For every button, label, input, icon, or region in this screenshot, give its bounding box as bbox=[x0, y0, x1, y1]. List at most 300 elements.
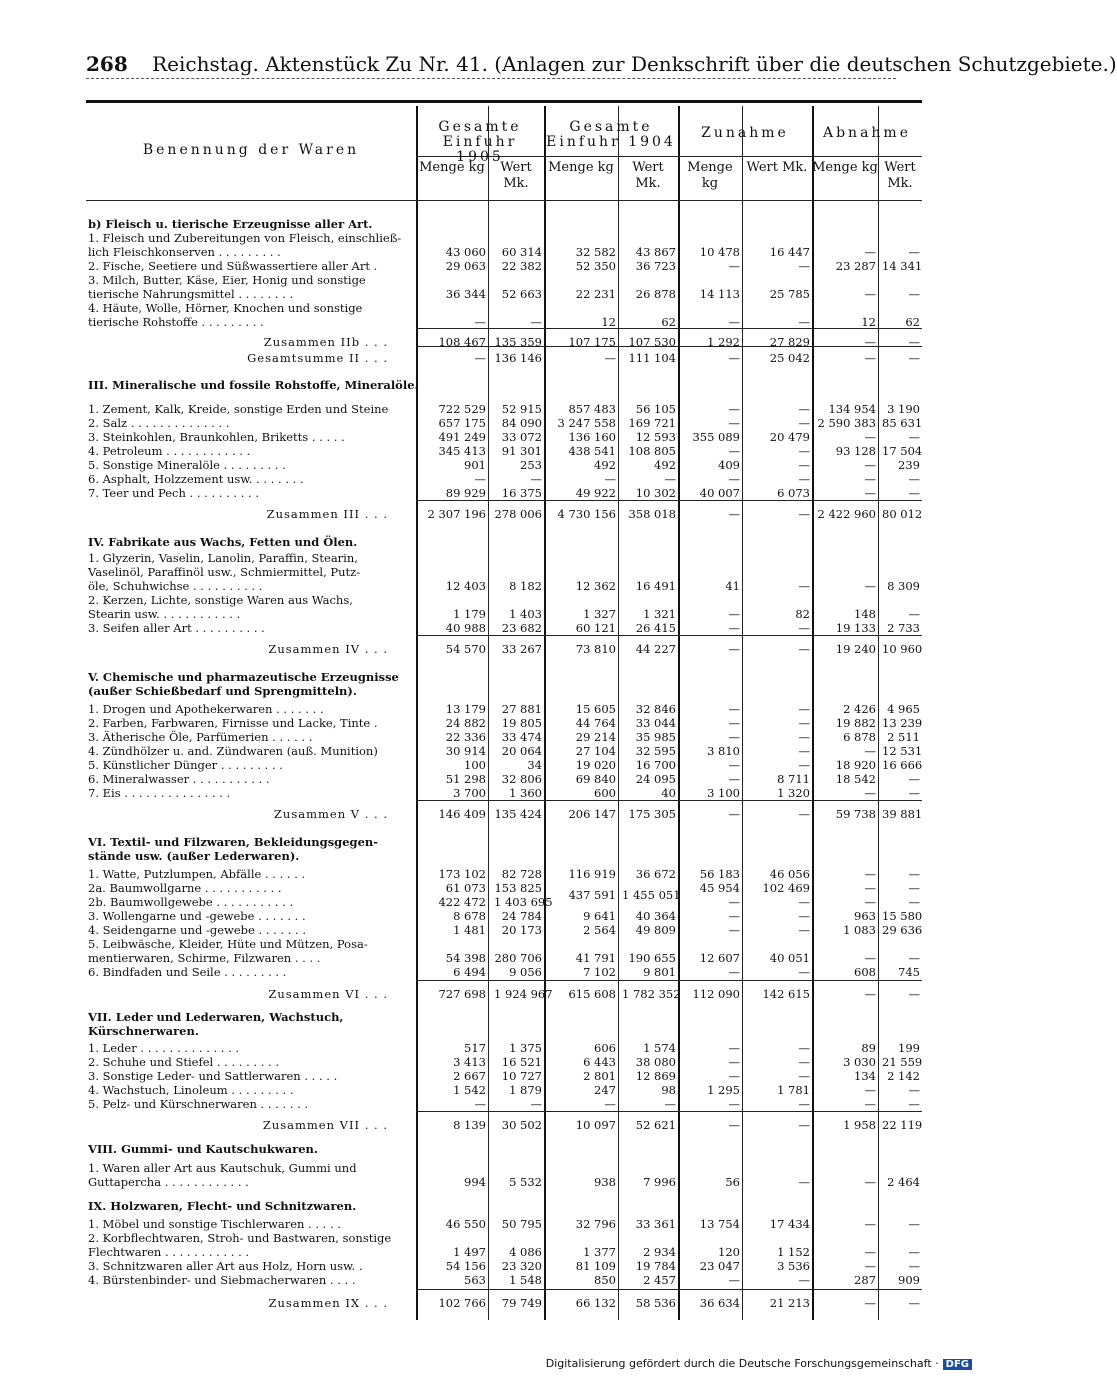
cell-value: — bbox=[908, 1217, 920, 1231]
cell-value: 89 bbox=[861, 1041, 876, 1055]
import-table bbox=[86, 100, 922, 1320]
cell-value: 1 497 bbox=[453, 1245, 486, 1259]
cell-value: — bbox=[728, 607, 740, 621]
cell-value: 116 919 bbox=[568, 867, 616, 881]
cell-value: 1 782 352 bbox=[622, 987, 681, 1001]
table-row bbox=[86, 1097, 922, 1111]
cell-value: 1 083 bbox=[843, 923, 876, 937]
cell-value: 1 375 bbox=[509, 1041, 542, 1055]
cell-value: — bbox=[798, 1273, 810, 1287]
cell-value: 175 305 bbox=[628, 807, 676, 821]
cell-value: — bbox=[864, 287, 876, 301]
cell-value: — bbox=[798, 909, 810, 923]
cell-value: — bbox=[908, 430, 920, 444]
cell-value: 60 121 bbox=[575, 621, 616, 635]
table-row bbox=[86, 786, 922, 800]
row-label: (außer Schießbedarf und Sprengmitteln). bbox=[88, 684, 357, 698]
cell-value: 84 090 bbox=[501, 416, 542, 430]
cell-value: — bbox=[664, 1097, 676, 1111]
row-label: 1. Fleisch und Zubereitungen von Fleisch, einschließ- bbox=[88, 231, 402, 245]
cell-value: — bbox=[908, 1296, 920, 1310]
cell-value: — bbox=[728, 923, 740, 937]
cell-value: 8 309 bbox=[887, 579, 920, 593]
cell-value: 563 bbox=[464, 1273, 486, 1287]
footer-credit bbox=[546, 1357, 972, 1370]
cell-value: 18 542 bbox=[835, 772, 876, 786]
cell-value: 27 881 bbox=[501, 702, 542, 716]
row-label: Flechtwaren . . . . . . . . . . . . bbox=[88, 1245, 250, 1259]
cell-value: 722 529 bbox=[438, 402, 486, 416]
row-label: Guttapercha . . . . . . . . . . . . bbox=[88, 1175, 249, 1189]
cell-value: — bbox=[908, 772, 920, 786]
cell-value: 938 bbox=[594, 1175, 616, 1189]
table-row bbox=[86, 472, 922, 486]
cell-value: 1 958 bbox=[843, 1118, 876, 1132]
total-row bbox=[86, 507, 922, 521]
cell-value: 16 700 bbox=[635, 758, 676, 772]
table-row bbox=[86, 287, 922, 301]
cell-value: 2 590 383 bbox=[817, 416, 876, 430]
row-label: 3. Sonstige Leder- und Sattlerwaren . . . . . bbox=[88, 1069, 338, 1083]
cell-value: 36 672 bbox=[635, 867, 676, 881]
row-label: 2. Salz . . . . . . . . . . . . . . bbox=[88, 416, 230, 430]
cell-value: 2 457 bbox=[643, 1273, 676, 1287]
cell-value: 29 636 bbox=[882, 923, 923, 937]
cell-value: 50 795 bbox=[501, 1217, 542, 1231]
cell-value: 82 bbox=[795, 607, 810, 621]
cell-value: — bbox=[728, 702, 740, 716]
cell-value: — bbox=[728, 621, 740, 635]
table-row bbox=[86, 402, 922, 416]
cell-value: 10 478 bbox=[699, 245, 740, 259]
cell-value: 2 464 bbox=[887, 1175, 920, 1189]
cell-value: 102 766 bbox=[438, 1296, 486, 1310]
cell-value: 27 829 bbox=[769, 335, 810, 349]
cell-value: 3 030 bbox=[843, 1055, 876, 1069]
cell-value: — bbox=[908, 472, 920, 486]
cell-value: 34 bbox=[527, 758, 542, 772]
cell-value: 345 413 bbox=[438, 444, 486, 458]
cell-value: — bbox=[864, 1097, 876, 1111]
table-row bbox=[86, 772, 922, 786]
cell-value: 19 240 bbox=[835, 642, 876, 656]
cell-value: 25 042 bbox=[769, 351, 810, 365]
subtotal-rule bbox=[416, 980, 922, 981]
cell-value: 30 502 bbox=[501, 1118, 542, 1132]
cell-value: 1 403 695 bbox=[494, 895, 553, 909]
row-label: 1. Leder . . . . . . . . . . . . . . bbox=[88, 1041, 240, 1055]
cell-value: 8 182 bbox=[509, 579, 542, 593]
table-row bbox=[86, 951, 922, 965]
table-row bbox=[86, 1055, 922, 1069]
cell-value: 15 580 bbox=[882, 909, 923, 923]
cell-value: 27 104 bbox=[575, 744, 616, 758]
cell-value: 1 179 bbox=[453, 607, 486, 621]
row-label: III. Mineralische und fossile Rohstoffe, Mineralöle. bbox=[88, 378, 419, 392]
cell-value: 1 403 bbox=[509, 607, 542, 621]
cell-value: — bbox=[798, 472, 810, 486]
cell-value: 60 314 bbox=[501, 245, 542, 259]
goods-column-header: Benennung der Waren bbox=[142, 142, 360, 158]
cell-value: 19 020 bbox=[575, 758, 616, 772]
cell-value: 136 160 bbox=[568, 430, 616, 444]
cell-value: — bbox=[798, 807, 810, 821]
subtotal-rule bbox=[416, 328, 922, 329]
row-label: Zusammen IV . . . bbox=[268, 642, 388, 656]
row-label: 2. Kerzen, Lichte, sonstige Waren aus Wachs, bbox=[88, 593, 353, 607]
cell-value: 43 060 bbox=[445, 245, 486, 259]
cell-value: — bbox=[728, 507, 740, 521]
row-label: 1. Möbel und sonstige Tischlerwaren . . . . . bbox=[88, 1217, 341, 1231]
cell-value: — bbox=[908, 486, 920, 500]
cell-value: 40 bbox=[661, 786, 676, 800]
cell-value: — bbox=[728, 1097, 740, 1111]
cell-value: 56 183 bbox=[699, 867, 740, 881]
cell-value: 10 302 bbox=[635, 486, 676, 500]
cell-value: — bbox=[798, 1055, 810, 1069]
cell-value: 58 536 bbox=[635, 1296, 676, 1310]
cell-value: 13 754 bbox=[699, 1217, 740, 1231]
table-row bbox=[86, 1245, 922, 1259]
cell-value: 91 301 bbox=[501, 444, 542, 458]
section-heading-row bbox=[86, 1010, 922, 1024]
cell-value: — bbox=[664, 472, 676, 486]
subtotal-rule bbox=[416, 346, 922, 347]
cell-value: — bbox=[908, 245, 920, 259]
cell-value: — bbox=[864, 335, 876, 349]
row-label: 6. Mineralwasser . . . . . . . . . . . bbox=[88, 772, 270, 786]
cell-value: — bbox=[798, 458, 810, 472]
cell-value: 102 469 bbox=[762, 881, 810, 895]
cell-value: 2 426 bbox=[843, 702, 876, 716]
cell-value: 3 413 bbox=[453, 1055, 486, 1069]
cell-value: 22 231 bbox=[575, 287, 616, 301]
cell-value: 54 570 bbox=[445, 642, 486, 656]
cell-value: — bbox=[864, 1217, 876, 1231]
cell-value: 16 521 bbox=[501, 1055, 542, 1069]
cell-value: 608 bbox=[854, 965, 876, 979]
row-label: IV. Fabrikate aus Wachs, Fetten und Ölen. bbox=[88, 535, 358, 549]
cell-value: — bbox=[530, 1097, 542, 1111]
row-label: 2. Korbflechtwaren, Stroh- und Bastwaren, sonstige bbox=[88, 1231, 392, 1245]
cell-value: 32 846 bbox=[635, 702, 676, 716]
table-row bbox=[86, 301, 922, 315]
row-label: V. Chemische und pharmazeutische Erzeugnisse bbox=[88, 670, 399, 684]
cell-value: — bbox=[798, 758, 810, 772]
row-label: 4. Häute, Wolle, Hörner, Knochen und sonstige bbox=[88, 301, 363, 315]
subtotal-rule bbox=[416, 500, 922, 501]
section-heading-row bbox=[86, 1142, 922, 1156]
cell-value: — bbox=[864, 895, 876, 909]
cell-value: — bbox=[530, 315, 542, 329]
cell-value: — bbox=[798, 1097, 810, 1111]
cell-value: 199 bbox=[898, 1041, 920, 1055]
cell-value: — bbox=[474, 1097, 486, 1111]
cell-value: 120 bbox=[718, 1245, 740, 1259]
cell-value: 287 bbox=[854, 1273, 876, 1287]
cell-value: — bbox=[864, 881, 876, 895]
cell-value: 45 954 bbox=[699, 881, 740, 895]
cell-value: 66 132 bbox=[575, 1296, 616, 1310]
cell-value: 12 403 bbox=[445, 579, 486, 593]
cell-value: 1 377 bbox=[583, 1245, 616, 1259]
cell-value: 1 327 bbox=[583, 607, 616, 621]
cell-value: 12 531 bbox=[882, 744, 923, 758]
cell-value: — bbox=[798, 621, 810, 635]
cell-value: 23 287 bbox=[835, 259, 876, 273]
cell-value: — bbox=[908, 881, 920, 895]
table-row bbox=[86, 1273, 922, 1287]
row-label: 4. Wachstuch, Linoleum . . . . . . . . . bbox=[88, 1083, 294, 1097]
cell-value: — bbox=[530, 472, 542, 486]
cell-value: 44 227 bbox=[635, 642, 676, 656]
cell-value: — bbox=[798, 642, 810, 656]
cell-value: 41 791 bbox=[575, 951, 616, 965]
cell-value: — bbox=[864, 430, 876, 444]
cell-value: 80 012 bbox=[882, 507, 923, 521]
cell-value: 142 615 bbox=[762, 987, 810, 1001]
cell-value: 25 785 bbox=[769, 287, 810, 301]
cell-value: — bbox=[728, 909, 740, 923]
table-row bbox=[86, 1217, 922, 1231]
table-row bbox=[86, 430, 922, 444]
cell-value: 33 361 bbox=[635, 1217, 676, 1231]
cell-value: 33 044 bbox=[635, 716, 676, 730]
cell-value: — bbox=[908, 1245, 920, 1259]
cell-value: 901 bbox=[464, 458, 486, 472]
cell-value: — bbox=[728, 965, 740, 979]
cell-value: 36 634 bbox=[699, 1296, 740, 1310]
cell-value: 358 018 bbox=[628, 507, 676, 521]
section-heading-row bbox=[86, 684, 922, 698]
cell-value: 12 362 bbox=[575, 579, 616, 593]
cell-value: — bbox=[728, 259, 740, 273]
cell-value: 38 080 bbox=[635, 1055, 676, 1069]
row-label: 6. Asphalt, Holzzement usw. . . . . . . . bbox=[88, 472, 304, 486]
row-label: Gesamtsumme II . . . bbox=[247, 351, 388, 365]
cell-value: 239 bbox=[898, 458, 920, 472]
cell-value: 12 593 bbox=[635, 430, 676, 444]
cell-value: 1 548 bbox=[509, 1273, 542, 1287]
cell-value: 14 113 bbox=[699, 287, 740, 301]
cell-value: 2 801 bbox=[583, 1069, 616, 1083]
header-rule bbox=[86, 78, 896, 79]
row-label: 6. Bindfaden und Seile . . . . . . . . . bbox=[88, 965, 287, 979]
table-row bbox=[86, 621, 922, 635]
cell-value: 247 bbox=[594, 1083, 616, 1097]
subcolumn-header: Wert Mk. bbox=[632, 160, 664, 191]
cell-value: 3 536 bbox=[777, 1259, 810, 1273]
cell-value: 10 960 bbox=[882, 642, 923, 656]
cell-value: 5 532 bbox=[509, 1175, 542, 1189]
cell-value: — bbox=[728, 807, 740, 821]
subcolumn-header: Wert Mk. bbox=[884, 160, 916, 191]
cell-value: 1 879 bbox=[509, 1083, 542, 1097]
cell-value: — bbox=[728, 315, 740, 329]
cell-value: 422 472 bbox=[438, 895, 486, 909]
row-label: 2b. Baumwollgewebe . . . . . . . . . . . bbox=[88, 895, 294, 909]
cell-value: 62 bbox=[905, 315, 920, 329]
cell-value: — bbox=[474, 351, 486, 365]
cell-value: 33 474 bbox=[501, 730, 542, 744]
cell-value: 409 bbox=[718, 458, 740, 472]
cell-value: 26 415 bbox=[635, 621, 676, 635]
cell-value: 24 882 bbox=[445, 716, 486, 730]
cell-value: — bbox=[728, 402, 740, 416]
row-label: mentierwaren, Schirme, Filzwaren . . . . bbox=[88, 951, 321, 965]
row-label: 3. Milch, Butter, Käse, Eier, Honig und sonstige bbox=[88, 273, 366, 287]
cell-value: 7 102 bbox=[583, 965, 616, 979]
cell-value: 134 954 bbox=[828, 402, 876, 416]
cell-value: 33 072 bbox=[501, 430, 542, 444]
row-label: 4. Zündhölzer u. and. Zündwaren (auß. Munition) bbox=[88, 744, 378, 758]
cell-value: 107 175 bbox=[568, 335, 616, 349]
cell-value: 35 985 bbox=[635, 730, 676, 744]
cell-value: 4 086 bbox=[509, 1245, 542, 1259]
row-label: 2. Farben, Farbwaren, Firnisse und Lacke, Tinte . bbox=[88, 716, 378, 730]
row-label: 5. Künstlicher Dünger . . . . . . . . . bbox=[88, 758, 283, 772]
row-label: 3. Wollengarne und -gewebe . . . . . . . bbox=[88, 909, 306, 923]
cell-value: — bbox=[728, 642, 740, 656]
subtotal-rule bbox=[416, 800, 922, 801]
cell-value: 81 109 bbox=[575, 1259, 616, 1273]
table-row bbox=[86, 245, 922, 259]
cell-value: — bbox=[604, 1097, 616, 1111]
table-row bbox=[86, 486, 922, 500]
cell-value: 59 738 bbox=[835, 807, 876, 821]
table-row bbox=[86, 1231, 922, 1245]
row-label: 1. Glyzerin, Vaselin, Lanolin, Paraffin, Stearin, bbox=[88, 551, 358, 565]
cell-value: 1 455 051 bbox=[622, 888, 681, 902]
table-row bbox=[86, 607, 922, 621]
total-row bbox=[86, 987, 922, 1001]
cell-value: 615 608 bbox=[568, 987, 616, 1001]
cell-value: 492 bbox=[654, 458, 676, 472]
cell-value: 56 105 bbox=[635, 402, 676, 416]
cell-value: — bbox=[864, 867, 876, 881]
cell-value: 16 666 bbox=[882, 758, 923, 772]
cell-value: — bbox=[908, 786, 920, 800]
cell-value: — bbox=[908, 351, 920, 365]
table-row bbox=[86, 259, 922, 273]
cell-value: — bbox=[864, 786, 876, 800]
cell-value: 52 915 bbox=[501, 402, 542, 416]
cell-value: 657 175 bbox=[438, 416, 486, 430]
cell-value: — bbox=[474, 472, 486, 486]
cell-value: — bbox=[908, 607, 920, 621]
table-row bbox=[86, 937, 922, 951]
row-label: 5. Pelz- und Kürschnerwaren . . . . . . . bbox=[88, 1097, 309, 1111]
cell-value: 2 511 bbox=[887, 730, 920, 744]
row-label: Zusammen VII . . . bbox=[262, 1118, 388, 1132]
cell-value: 111 104 bbox=[628, 351, 676, 365]
row-label: IX. Holzwaren, Flecht- und Schnitzwaren. bbox=[88, 1199, 357, 1213]
cell-value: 12 869 bbox=[635, 1069, 676, 1083]
row-label: 2a. Baumwollgarne . . . . . . . . . . . bbox=[88, 881, 282, 895]
cell-value: 173 102 bbox=[438, 867, 486, 881]
section-heading-row bbox=[86, 378, 922, 392]
cell-value: 73 810 bbox=[575, 642, 616, 656]
row-label: Vaselinöl, Paraffinöl usw., Schmiermittel, Putz- bbox=[88, 565, 361, 579]
cell-value: — bbox=[798, 965, 810, 979]
cell-value: 46 056 bbox=[769, 867, 810, 881]
page-title: Reichstag. Aktenstück Zu Nr. 41. (Anlagen zur Denkschrift über die deutschen Schutzgebiete.) bbox=[152, 52, 1117, 76]
cell-value: 12 bbox=[601, 315, 616, 329]
cell-value: — bbox=[864, 458, 876, 472]
cell-value: 41 bbox=[725, 579, 740, 593]
row-label: Stearin usw. . . . . . . . . . . . bbox=[88, 607, 241, 621]
footer-text: Digitalisierung gefördert durch die Deutsche Forschungsgemeinschaft · bbox=[545, 1357, 939, 1370]
cell-value: 153 825 bbox=[494, 881, 542, 895]
cell-value: 22 336 bbox=[445, 730, 486, 744]
section-heading-row bbox=[86, 1024, 922, 1038]
cell-value: 9 641 bbox=[583, 909, 616, 923]
cell-value: 30 914 bbox=[445, 744, 486, 758]
cell-value: 3 247 558 bbox=[557, 416, 616, 430]
cell-value: — bbox=[728, 1069, 740, 1083]
cell-value: — bbox=[908, 1097, 920, 1111]
header-bottom-rule bbox=[86, 200, 922, 201]
cell-value: 6 494 bbox=[453, 965, 486, 979]
cell-value: 26 878 bbox=[635, 287, 676, 301]
cell-value: 1 924 967 bbox=[494, 987, 553, 1001]
cell-value: 8 711 bbox=[777, 772, 810, 786]
row-label: 7. Eis . . . . . . . . . . . . . . . bbox=[88, 786, 231, 800]
cell-value: 23 320 bbox=[501, 1259, 542, 1273]
cell-value: 994 bbox=[464, 1175, 486, 1189]
cell-value: 8 678 bbox=[453, 909, 486, 923]
cell-value: 13 239 bbox=[882, 716, 923, 730]
cell-value: — bbox=[864, 245, 876, 259]
cell-value: — bbox=[798, 1069, 810, 1083]
row-label: 1. Zement, Kalk, Kreide, sonstige Erden und Steine bbox=[88, 402, 389, 416]
row-label: b) Fleisch u. tierische Erzeugnisse aller Art. bbox=[88, 217, 373, 231]
cell-value: — bbox=[798, 402, 810, 416]
table-row bbox=[86, 758, 922, 772]
cell-value: 1 574 bbox=[643, 1041, 676, 1055]
cell-value: 1 152 bbox=[777, 1245, 810, 1259]
cell-value: 24 095 bbox=[635, 772, 676, 786]
row-label: lich Fleischkonserven . . . . . . . . . bbox=[88, 245, 281, 259]
page-header bbox=[86, 52, 1117, 76]
cell-value: 20 173 bbox=[501, 923, 542, 937]
cell-value: — bbox=[908, 1259, 920, 1273]
cell-value: 69 840 bbox=[575, 772, 616, 786]
cell-value: 40 051 bbox=[769, 951, 810, 965]
subtotal-rule bbox=[416, 635, 922, 636]
cell-value: 2 422 960 bbox=[817, 507, 876, 521]
cell-value: 14 341 bbox=[882, 259, 923, 273]
cell-value: 19 882 bbox=[835, 716, 876, 730]
subcolumn-header: Menge kg bbox=[419, 160, 485, 175]
section-heading-row bbox=[86, 849, 922, 863]
cell-value: 6 073 bbox=[777, 486, 810, 500]
cell-value: 7 996 bbox=[643, 1175, 676, 1189]
cell-value: 1 320 bbox=[777, 786, 810, 800]
total-row bbox=[86, 351, 922, 365]
cell-value: — bbox=[728, 351, 740, 365]
cell-value: 51 298 bbox=[445, 772, 486, 786]
cell-value: 190 655 bbox=[628, 951, 676, 965]
cell-value: 16 491 bbox=[635, 579, 676, 593]
cell-value: 146 409 bbox=[438, 807, 486, 821]
cell-value: 108 805 bbox=[628, 444, 676, 458]
subcolumn-header: Menge kg bbox=[687, 160, 733, 191]
row-label: 3. Seifen aller Art . . . . . . . . . . bbox=[88, 621, 265, 635]
table-row bbox=[86, 1175, 922, 1189]
cell-value: 491 249 bbox=[438, 430, 486, 444]
cell-value: 10 097 bbox=[575, 1118, 616, 1132]
